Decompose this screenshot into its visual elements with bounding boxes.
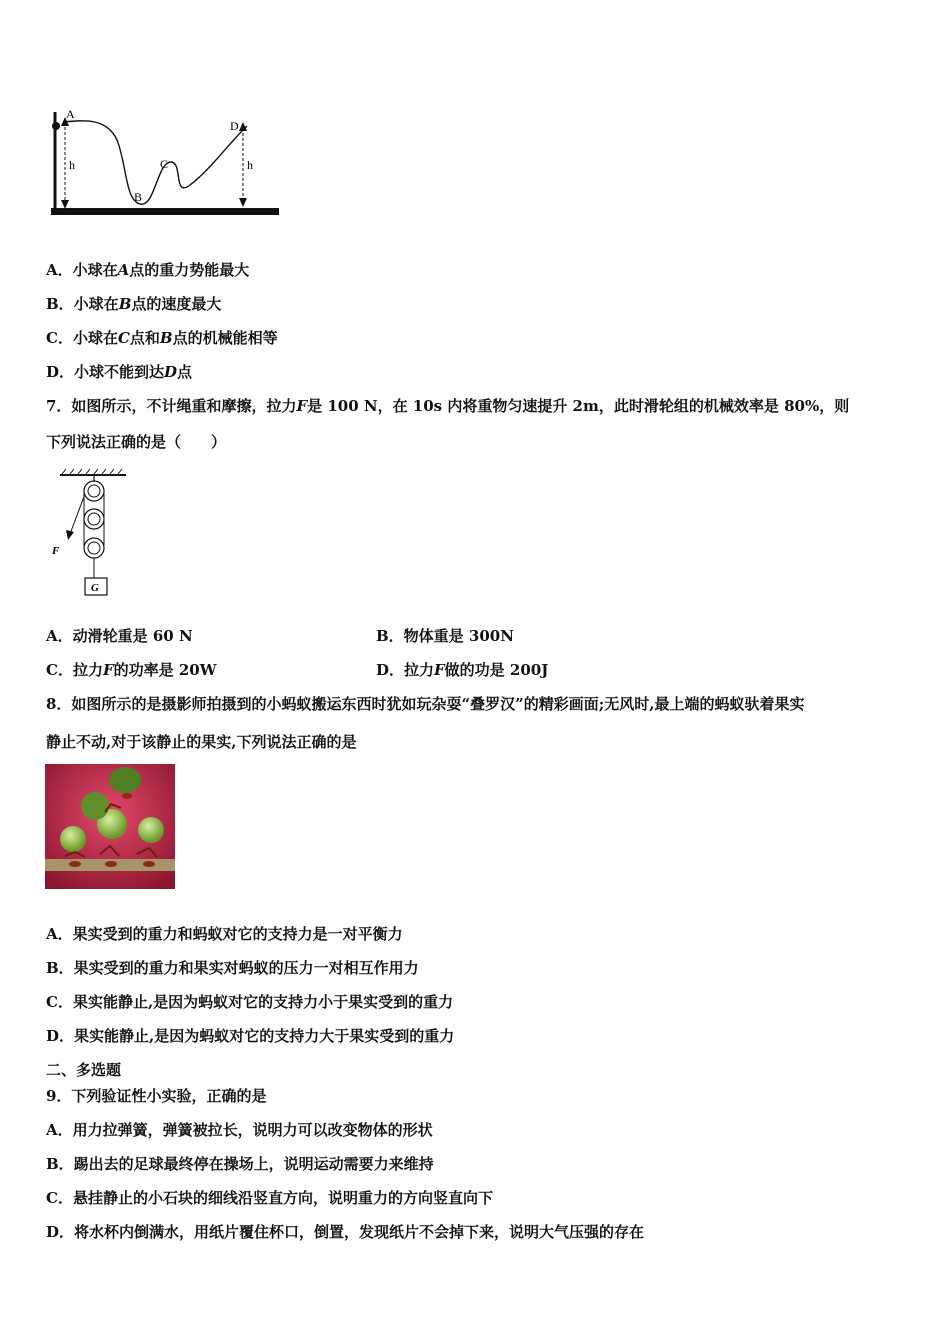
right-arrow-down — [239, 198, 247, 207]
label-f: F — [52, 545, 60, 557]
q7-option-c: C．拉力F的功率是 20W — [46, 661, 217, 679]
q8-option-b: B．果实受到的重力和果实对蚂蚁的压力一对相互作用力 — [46, 959, 419, 977]
movable-pulley-inner — [88, 542, 100, 554]
label-g: G — [91, 582, 99, 594]
pulley-diagram — [48, 468, 138, 600]
track-curve — [63, 121, 247, 204]
label-d: D — [230, 119, 239, 133]
q9-option-b: B．踢出去的足球最终停在操场上，说明运动需要力来维持 — [46, 1155, 434, 1173]
q7-option-a: A．动滑轮重是 60 N — [46, 627, 193, 645]
left-arrow-down — [61, 200, 69, 209]
q9-option-a: A．用力拉弹簧，弹簧被拉长，说明力可以改变物体的形状 — [46, 1121, 433, 1139]
ball-at-a — [52, 122, 60, 130]
q7-stem-line1: 7．如图所示，不计绳重和摩擦，拉力F是 100 N，在 10s 内将重物匀速提升 2m，此时滑轮组的机械效率是 80%，则 — [46, 397, 850, 415]
section-heading: 二、多选题 — [46, 1061, 122, 1079]
movable-pulley-outer — [84, 538, 104, 558]
fixed-pulley-inner — [88, 485, 100, 497]
middle-pulley-outer — [84, 509, 104, 529]
q8-stem-line1: 8．如图所示的是摄影师拍摄到的小蚂蚁搬运东西时犹如玩杂耍“叠罗汉”的精彩画面;无风时,最上端的蚂蚁驮着果实 — [46, 695, 805, 713]
q6-option-d: D．小球不能到达D点 — [46, 363, 193, 381]
q9-stem: 9．下列验证性小实验，正确的是 — [46, 1087, 267, 1105]
ground-base — [51, 208, 279, 215]
ant-photo — [45, 764, 175, 889]
q8-option-d: D．果实能静止,是因为蚂蚁对它的支持力大于果实受到的重力 — [46, 1027, 455, 1045]
q7-option-b: B．物体重是 300N — [376, 627, 514, 645]
label-c: C — [160, 157, 169, 171]
q6-option-c: C．小球在C点和B点的机械能相等 — [46, 329, 278, 347]
label-h-right: h — [247, 158, 253, 172]
q7-option-d: D．拉力F做的功是 200J — [376, 661, 549, 679]
q8-option-c: C．果实能静止,是因为蚂蚁对它的支持力小于果实受到的重力 — [46, 993, 454, 1011]
q7-stem-line2: 下列说法正确的是（ ） — [46, 433, 227, 451]
label-a: A — [66, 107, 75, 121]
label-h-left: h — [69, 158, 75, 172]
q9-option-d: D．将水杯内倒满水，用纸片覆住杯口，倒置，发现纸片不会掉下来，说明大气压强的存在 — [46, 1223, 645, 1241]
q8-stem-line2: 静止不动,对于该静止的果实,下列说法正确的是 — [46, 733, 357, 751]
q6-option-a: A．小球在A点的重力势能最大 — [46, 261, 250, 279]
q9-option-c: C．悬挂静止的小石块的细线沿竖直方向，说明重力的方向竖直向下 — [46, 1189, 493, 1207]
q8-option-a: A．果实受到的重力和蚂蚁对它的支持力是一对平衡力 — [46, 925, 403, 943]
label-b: B — [134, 190, 143, 204]
track-diagram — [45, 100, 290, 225]
pull-rope — [70, 494, 85, 534]
ceiling-hatch — [62, 469, 122, 474]
fixed-pulley-outer — [84, 481, 104, 501]
q6-option-b: B．小球在B点的速度最大 — [46, 295, 222, 313]
pull-arrow — [66, 530, 74, 540]
middle-pulley-inner — [88, 513, 100, 525]
